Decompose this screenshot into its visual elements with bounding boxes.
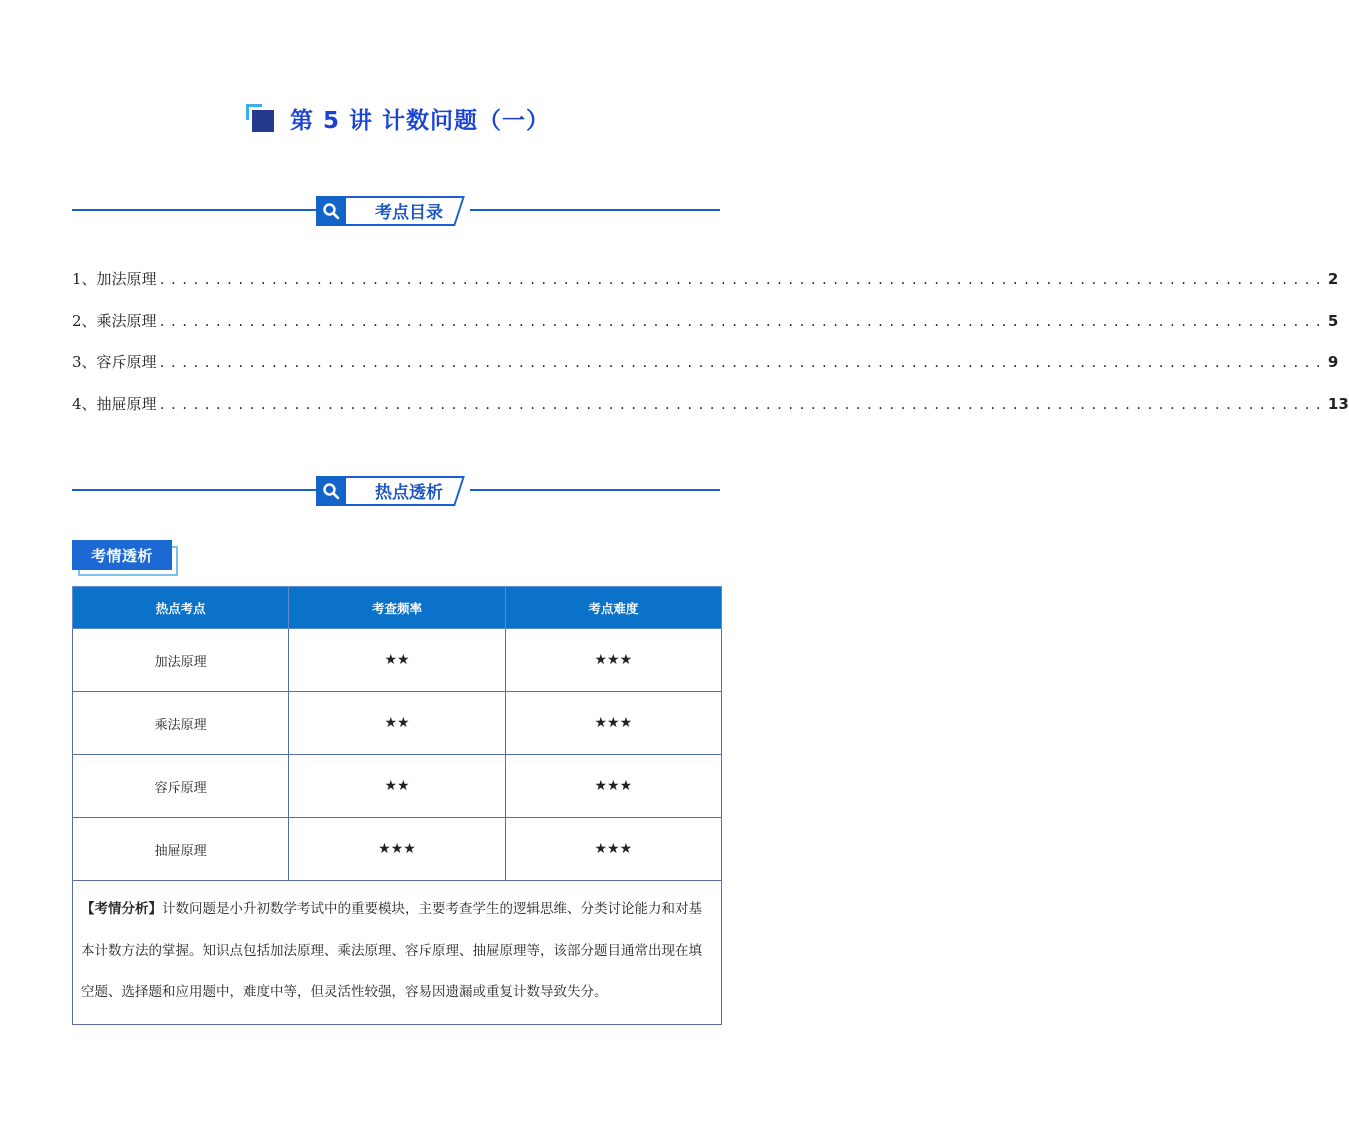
table-row	[73, 755, 722, 818]
data-table	[72, 586, 722, 881]
sub-section-label	[72, 540, 178, 576]
page-title: 第 5 讲 计数问题（一）	[290, 108, 551, 134]
toc-item-label: 2、乘法原理	[72, 311, 157, 330]
page-title-block	[0, 100, 794, 140]
section-header-hotspot	[72, 472, 722, 516]
table-cell-topic: 抽屉原理	[73, 818, 289, 881]
table-row	[73, 629, 722, 692]
exam-analysis-table	[72, 586, 722, 1025]
toc-item-page: 5	[1327, 311, 1339, 330]
toc-item[interactable]: 2、乘法原理 ........................................................................................................ 5	[72, 311, 1339, 330]
toc-item-label: 1、加法原理	[72, 270, 157, 288]
section-header-toc	[72, 192, 722, 236]
table-cell-frequency: ★★	[289, 755, 505, 818]
table-cell-difficulty: ★★★	[505, 818, 721, 881]
sub-section-title: 考情透析	[72, 540, 172, 570]
analysis-paragraph	[72, 881, 722, 1025]
toc-item[interactable]: 1、加法原理 ........................................................................................................ 2	[72, 270, 1339, 288]
toc-item-page: 9	[1327, 353, 1339, 371]
table-header-row	[73, 587, 722, 629]
section-title: 热点透析	[375, 483, 443, 503]
column-header: 热点考点	[73, 587, 289, 629]
column-header: 考点难度	[505, 587, 721, 629]
table-cell-topic: 乘法原理	[73, 692, 289, 755]
divider	[470, 209, 720, 211]
toc-item-page: 2	[1327, 270, 1339, 288]
table-cell-frequency: ★★★	[289, 818, 505, 881]
section-title: 考点目录	[375, 203, 443, 223]
table-of-contents	[72, 268, 1349, 434]
table-cell-difficulty: ★★★	[505, 692, 721, 755]
analysis-tag: 【考情分析】	[81, 901, 162, 917]
title-decoration-square	[252, 110, 274, 132]
table-cell-frequency: ★★	[289, 692, 505, 755]
table-cell-frequency: ★★	[289, 629, 505, 692]
table-cell-topic: 容斥原理	[73, 755, 289, 818]
divider	[72, 209, 316, 211]
search-icon	[316, 476, 346, 506]
toc-item[interactable]: 3、容斥原理 ........................................................................................................ 9	[72, 353, 1339, 371]
column-header: 考查频率	[289, 587, 505, 629]
toc-item-page: 13	[1327, 394, 1349, 413]
table-cell-difficulty: ★★★	[505, 755, 721, 818]
table-row	[73, 692, 722, 755]
search-icon	[316, 196, 346, 226]
table-row	[73, 818, 722, 881]
toc-item[interactable]: 4、抽屉原理 ........................................................................................................ 13	[72, 394, 1349, 413]
analysis-text: 计数问题是小升初数学考试中的重要模块，主要考查学生的逻辑思维、分类讨论能力和对基本计数方法的掌握。知识点包括加法原理、乘法原理、容斥原理、抽屉原理等，该部分题目通常出现在填空题、选择题和应用题中，难度中等，但灵活性较强，容易因遗漏或重复计数导致失分。	[81, 901, 702, 1000]
table-cell-difficulty: ★★★	[505, 629, 721, 692]
toc-item-label: 4、抽屉原理	[72, 394, 157, 413]
section-tab	[324, 472, 470, 508]
divider	[72, 489, 316, 491]
divider	[470, 489, 720, 491]
table-cell-topic: 加法原理	[73, 629, 289, 692]
toc-item-label: 3、容斥原理	[72, 353, 157, 371]
section-tab	[324, 192, 470, 228]
